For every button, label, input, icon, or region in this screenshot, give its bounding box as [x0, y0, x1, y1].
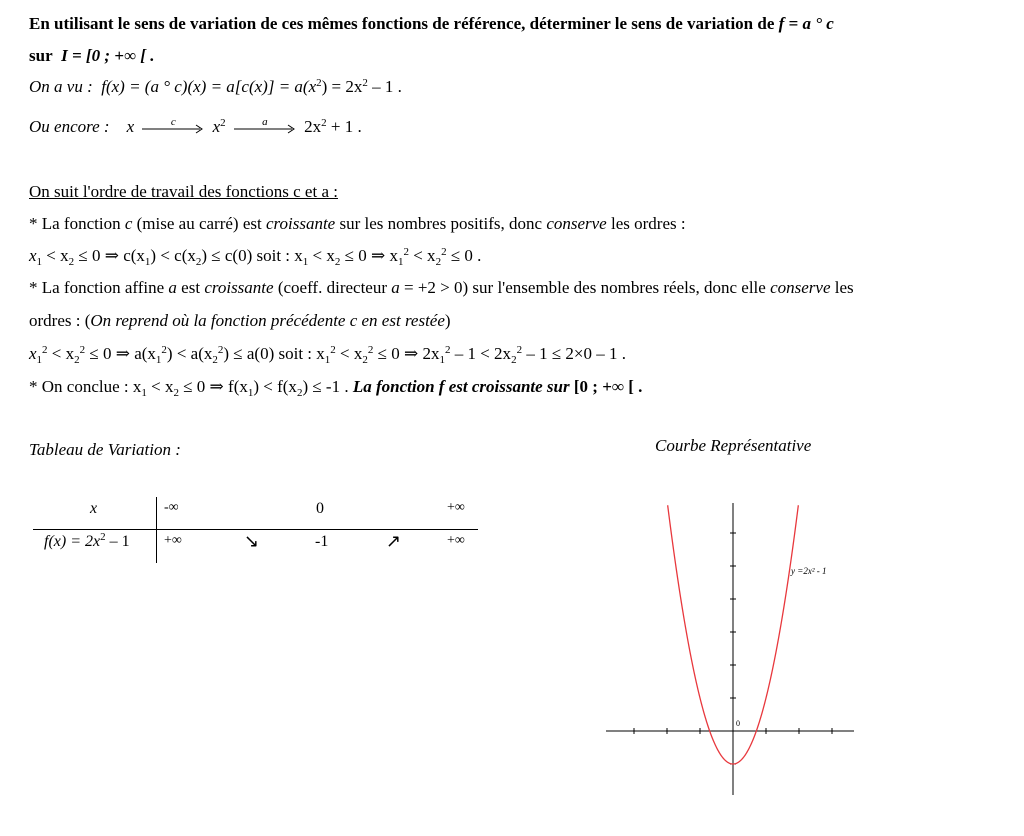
paragraph-2 — [29, 278, 854, 298]
p1-conserve: conserve — [546, 214, 607, 233]
table-f-min: -1 — [315, 533, 329, 550]
arrow-a-icon — [234, 124, 296, 134]
ou-encore-x: x — [126, 117, 135, 136]
on-a-vu-expr-c: – 1 . — [367, 77, 402, 96]
p2eq-c: ≤ 0 ⇒ a(x — [85, 344, 156, 363]
p1-e: les ordres : — [606, 214, 686, 233]
p2eq-d: ) < a(x — [166, 344, 213, 363]
concl-interval: [0 ; +∞ [ . — [569, 377, 643, 396]
arrow-a — [234, 118, 296, 138]
f-label-a: f(x) = 2x — [44, 533, 101, 550]
origin-label: 0 — [736, 719, 740, 728]
ou-encore-line: Ou encore : x c $x^2$ a $2x^2 + 1$ . — [29, 117, 362, 138]
courbe-title: Courbe Représentative — [655, 436, 812, 455]
concl-c: ≤ 0 ⇒ f(x — [178, 377, 248, 396]
p2-a-eq: a — [391, 278, 400, 297]
p1-c: c — [124, 214, 133, 233]
table-f-label: $f(x) = 2x^2 - 1$ — [44, 531, 130, 550]
p1-a: * La fonction — [29, 214, 125, 233]
paragraph-2-equation: $x_1^2 < x_2^2 \le 0$ ⇒ $a(x_1^2) < a(x_2^2) \le a(0)$ soit : $x_1^2 < x_2^2 \le 0$ ⇒ $2x_1^2 - 1 < 2x_2^2 - 1 \le 2\times 0 - 1$ . — [29, 344, 626, 366]
ou-encore-result-b: + 1 . — [326, 117, 362, 136]
intro-interval: I = [0 ; +∞ [ . — [61, 46, 155, 65]
p2eq-g: ≤ 0 ⇒ 2x — [373, 344, 440, 363]
p1eq-h: < x — [408, 246, 436, 265]
p2-conserve: conserve — [770, 278, 831, 297]
arrow-c — [142, 118, 204, 138]
p2-e: les — [830, 278, 854, 297]
table-x-plus-inf: +∞ — [447, 500, 465, 515]
intro-sur: sur — [29, 46, 53, 65]
p2-croissante: croissante — [204, 278, 274, 297]
ou-encore-result: 2x — [304, 117, 322, 136]
on-a-vu-expr: f(x) = (a ° c)(x) = a[c(x)] = a(x — [101, 77, 317, 96]
decreasing-arrow-icon: ↘ — [244, 531, 260, 552]
table-f-plus-inf-left: +∞ — [164, 533, 182, 548]
table-vline — [156, 497, 157, 563]
tableau-title: Tableau de Variation : — [29, 440, 181, 459]
intro-line-2 — [29, 46, 154, 66]
p2eq-i: – 1 ≤ 2×0 – 1 . — [522, 344, 626, 363]
table-x-minus-inf: -∞ — [164, 500, 179, 515]
p2eq-b: < x — [47, 344, 75, 363]
table-x-label: x — [90, 500, 98, 517]
parabola-graph — [600, 495, 860, 800]
p1-b: (mise au carré) est — [132, 214, 266, 233]
table-x-zero: 0 — [316, 500, 324, 517]
p2b-a: ordres : ( — [29, 311, 91, 330]
paragraph-1 — [29, 214, 686, 234]
p2eq-f: < x — [335, 344, 363, 363]
concl-d: ) < f(x — [253, 377, 297, 396]
table-hline — [33, 529, 478, 530]
p2-b: est — [176, 278, 205, 297]
ordre-title: On suit l'ordre de travail des fonctions c et a : — [29, 182, 338, 201]
p2-c: (coeff. directeur — [273, 278, 392, 297]
p1eq-e: ) ≤ c(0) soit : x — [201, 246, 303, 265]
p2b-italic: On reprend où la fonction précédente c en est restée — [90, 311, 445, 330]
paragraph-2b — [29, 311, 451, 331]
conclusion: * On conclue : $x_1 < x_2 \le 0$ ⇒ $f(x_1) < f(x_2) \le -1$ . La fonction f est croissante sur [0 ; +∞ [ . — [29, 377, 643, 399]
arrow-c-label: c — [170, 116, 176, 129]
arrow-c-icon — [142, 124, 204, 134]
p1eq-d: ) < c(x — [150, 246, 196, 265]
p1-croissante: croissante — [265, 214, 336, 233]
on-a-vu-line: On a vu : f(x) = (a ° $c)(x) = a[c(x)] = a(x^2) = 2x^2 - 1$ . — [29, 77, 402, 96]
p2eq-a: x — [29, 344, 37, 363]
p2-d: = +2 > 0) sur l'ensemble des nombres réels, donc elle — [399, 278, 771, 297]
ou-encore-label: Ou encore : — [29, 117, 110, 136]
on-a-vu-label: On a vu : — [29, 77, 93, 96]
f-label-b: – 1 — [105, 533, 130, 550]
p1eq-f: < x — [308, 246, 335, 265]
p2eq-h: – 1 < 2x — [450, 344, 512, 363]
p1eq-g: ≤ 0 ⇒ x — [340, 246, 398, 265]
p2b-b: ) — [444, 311, 451, 330]
arrow-a-label: a — [262, 116, 268, 129]
p1eq-b: < x — [42, 246, 69, 265]
paragraph-1-equation: $x_1 < x_2 \le 0$ ⇒ $c(x_1) < c(x_2) \le c(0)$ soit : $x_1 < x_2 \le 0$ ⇒ $x_1^2 < x_2^2 \le 0$ . — [29, 246, 482, 268]
on-a-vu-expr-b: ) = 2x — [321, 77, 363, 96]
p1-d: sur les nombres positifs, donc — [335, 214, 547, 233]
p1eq-i: ≤ 0 . — [446, 246, 482, 265]
concl-bold: La fonction f est croissante sur — [352, 377, 570, 396]
increasing-arrow-icon: ↗ — [386, 531, 402, 552]
concl-b: < x — [146, 377, 174, 396]
ou-encore-x2: x — [212, 117, 221, 136]
p2-a: * La fonction affine — [29, 278, 169, 297]
p1eq-c: ≤ 0 ⇒ c(x — [74, 246, 145, 265]
concl-a: * On conclue : x — [29, 377, 142, 396]
p1eq-a: x — [29, 246, 37, 265]
curve-label: y =2x² - 1 — [791, 566, 827, 576]
concl-e: ) ≤ -1 . — [302, 377, 353, 396]
intro-text: En utilisant le sens de variation de ces mêmes fonctions de référence, déterminer le sens de variation de — [29, 14, 775, 33]
intro-expression: f = a ° c — [778, 14, 834, 33]
table-f-plus-inf-right: +∞ — [447, 533, 465, 548]
intro-line-1 — [29, 14, 834, 34]
p2eq-e: ) ≤ a(0) soit : x — [223, 344, 325, 363]
p2-a-var: a — [168, 278, 177, 297]
